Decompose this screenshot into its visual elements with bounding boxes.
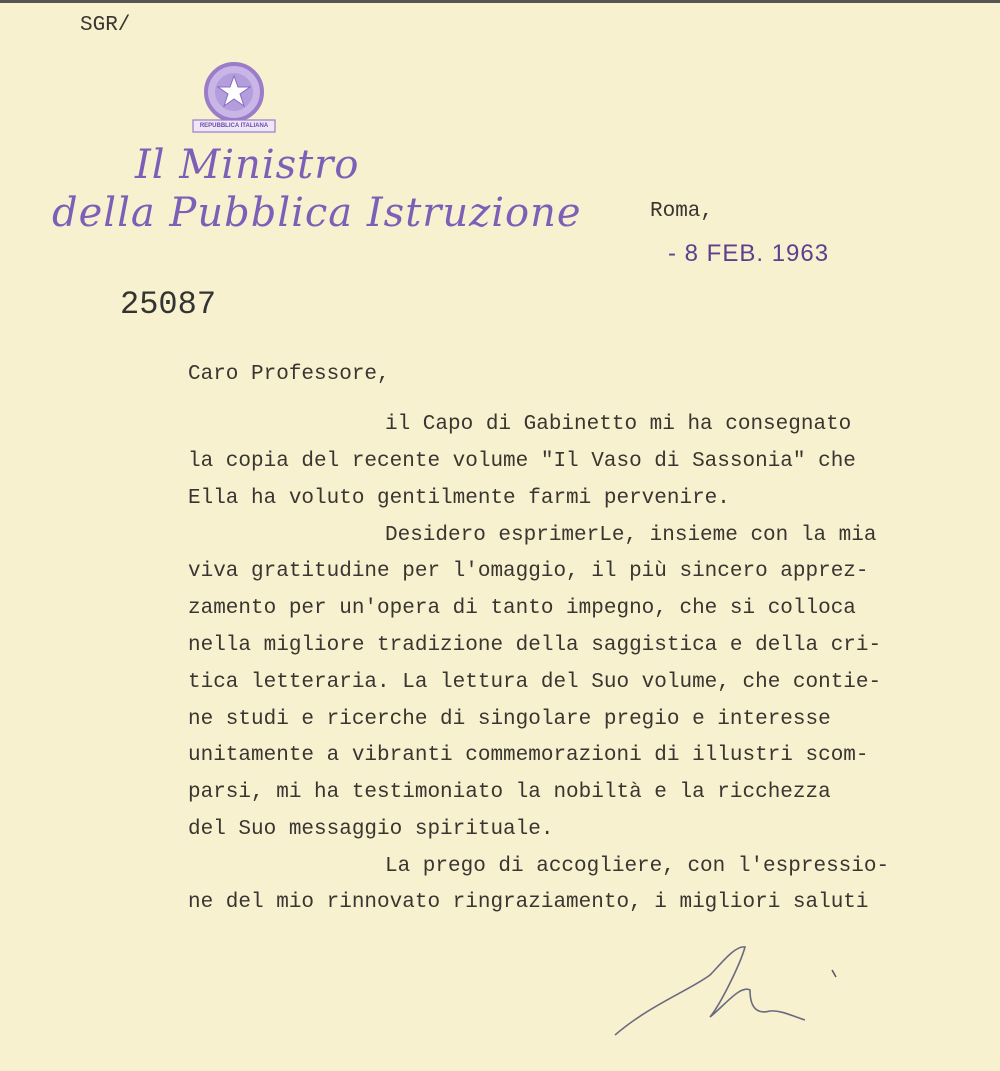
body-line: il Capo di Gabinetto mi ha consegnato <box>385 413 852 436</box>
signature <box>610 935 850 1045</box>
emblem-text: REPUBBLICA ITALIANA <box>199 123 269 129</box>
body-line: la copia del recente volume "Il Vaso di Sassonia" che <box>188 450 856 473</box>
place: Roma, <box>650 200 714 223</box>
body-line: ne del mio rinnovato ringraziamento, i migliori saluti <box>188 891 869 914</box>
body-line: unitamente a vibranti commemorazioni di illustri scom- <box>188 744 869 767</box>
body-line: parsi, mi ha testimoniato la nobiltà e la ricchezza <box>188 781 831 804</box>
body-line: zamento per un'opera di tanto impegno, che si colloca <box>188 597 856 620</box>
letterhead-line1: Il Ministro <box>135 142 360 188</box>
body-line: nella migliore tradizione della saggistica e della cri- <box>188 634 882 657</box>
body-line: viva gratitudine per l'omaggio, il più sincero apprez- <box>188 560 869 583</box>
body-line: tica letteraria. La lettura del Suo volume, che contie- <box>188 671 882 694</box>
date-stamp: - 8 FEB. 1963 <box>668 240 830 267</box>
letterhead-line2: della Pubblica Istruzione <box>52 190 582 236</box>
protocol-number: 25087 <box>120 286 217 323</box>
body-line: La prego di accogliere, con l'espressio- <box>385 855 890 878</box>
body-line: Desidero esprimerLe, insieme con la mia <box>385 524 877 547</box>
scan-edge <box>0 0 1000 3</box>
salutation: Caro Professore, <box>188 363 390 386</box>
body-line: Ella ha voluto gentilmente farmi pervenire. <box>188 487 730 510</box>
reference-code: SGR/ <box>80 14 131 37</box>
body-line: del Suo messaggio spirituale. <box>188 818 554 841</box>
body-line: ne studi e ricerche di singolare pregio e interesse <box>188 708 831 731</box>
